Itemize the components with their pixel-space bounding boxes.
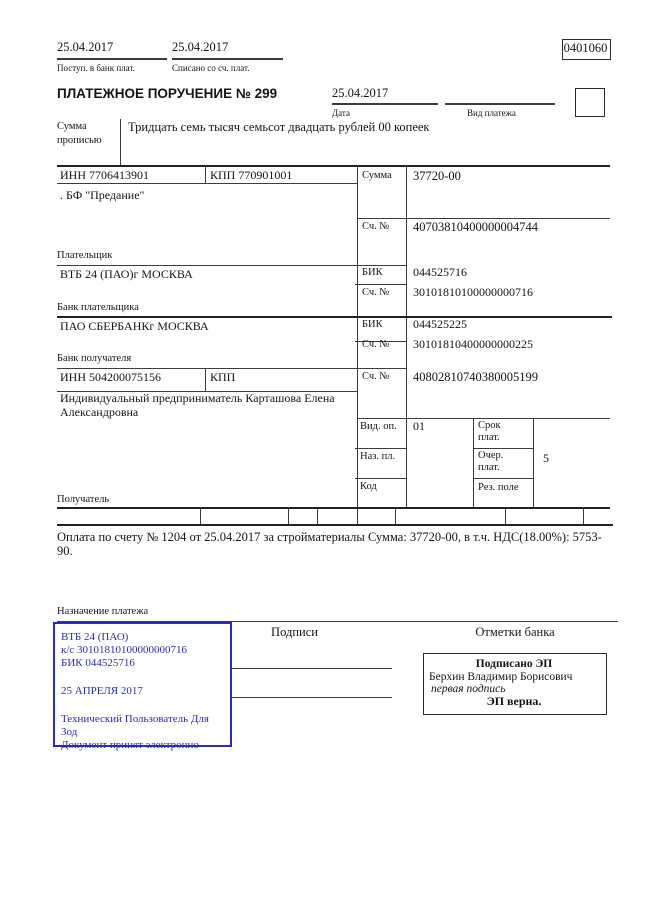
- stamp-valid-text: ЭП верна.: [486, 694, 542, 708]
- payee-bank-bik: 044525225: [413, 317, 467, 331]
- bank-marks-title: Отметки банка: [475, 625, 555, 639]
- table-top-border: [57, 165, 610, 167]
- payer-bank-bik: 044525716: [413, 265, 467, 279]
- underline: [172, 58, 283, 60]
- vline: [205, 167, 206, 184]
- vline: [288, 508, 289, 525]
- payee-bank-bik-label: БИК: [362, 319, 383, 330]
- vline: [200, 508, 201, 525]
- payer-name: . БФ "Предание": [60, 188, 145, 202]
- date-debited: 25.04.2017: [172, 40, 229, 54]
- underline: [57, 58, 167, 60]
- payee-bank-account: 30101810400000000225: [413, 337, 533, 351]
- payment-type-label: Вид платежа: [467, 108, 516, 118]
- vline: [317, 508, 318, 525]
- hline: [473, 478, 533, 479]
- stamp-signature-type: первая подпись: [431, 683, 506, 695]
- hline: [57, 265, 406, 266]
- document-title: ПЛАТЕЖНОЕ ПОРУЧЕНИЕ № 299: [57, 86, 278, 101]
- sum-value: 37720-00: [413, 169, 461, 183]
- payer-label: Плательщик: [57, 250, 113, 261]
- hline: [57, 183, 357, 184]
- stamp-accepted: Документ принят электронно: [61, 739, 199, 751]
- payee-kpp-label: КПП: [210, 370, 236, 384]
- payee-bank-name: ПАО СБЕРБАНКг МОСКВА: [60, 319, 209, 333]
- payee-name: Индивидуальный предприниматель Карташова Елена Александровна: [60, 391, 335, 419]
- amount-in-words: Тридцать семь тысяч семьсот двадцать рублей 00 копеек: [128, 120, 430, 134]
- stamp-date: 25 АПРЕЛЯ 2017: [61, 685, 143, 697]
- vline: [533, 418, 534, 508]
- payer-bank-bik-label: БИК: [362, 267, 383, 278]
- vline: [120, 119, 121, 167]
- stamp-signer-name: Берхин Владимир Борисович: [429, 671, 573, 683]
- hline: [357, 218, 610, 219]
- vline: [395, 508, 396, 525]
- sum-label: Сумма: [362, 170, 392, 181]
- vline: [357, 167, 358, 525]
- hline: [355, 448, 406, 449]
- date-received-label: Поступ. в банк плат.: [57, 63, 135, 73]
- amount-words-label1: Сумма: [57, 121, 87, 132]
- signatures-title: Подписи: [271, 625, 318, 639]
- bank-stamp-blue: [53, 622, 232, 751]
- signature-line: [232, 668, 392, 669]
- payer-kpp: КПП 770901001: [210, 168, 293, 182]
- form-code-box: [562, 39, 611, 60]
- section-border: [57, 524, 613, 526]
- section-border: [57, 507, 610, 509]
- payer-bank-label: Банк плательщика: [57, 302, 139, 313]
- stamp-bik: БИК 044525716: [61, 657, 135, 669]
- vline: [205, 368, 206, 391]
- hline: [357, 418, 610, 419]
- purpose-text: Оплата по счету № 1204 от 25.04.2017 за стройматериалы Сумма: 37720-00, в т.ч. НДС(18.00%): 5753-90.: [57, 530, 602, 559]
- priority-label: Очер. плат.: [478, 450, 504, 474]
- payer-bank-account: 30101810100000000716: [413, 285, 533, 299]
- hline: [57, 368, 406, 369]
- payee-bank-account-label: Сч. №: [362, 339, 390, 350]
- code-label: Код: [360, 481, 377, 492]
- payee-account: 40802810740380005199: [413, 370, 538, 384]
- hline: [355, 284, 406, 285]
- payee-inn: ИНН 504200075156: [60, 370, 161, 384]
- term-label: Срок плат.: [478, 420, 501, 444]
- stamp-bank-name: ВТБ 24 (ПАО): [61, 631, 129, 643]
- op-type-value: 01: [413, 419, 425, 433]
- payer-bank-account-label: Сч. №: [362, 287, 390, 298]
- vline: [505, 508, 506, 525]
- op-type-label: Вид. оп.: [360, 421, 397, 432]
- payee-bank-label: Банк получателя: [57, 353, 132, 364]
- payer-inn: ИНН 7706413901: [60, 168, 149, 182]
- reserve-label: Рез. поле: [478, 482, 519, 493]
- document-date: 25.04.2017: [332, 86, 389, 100]
- payer-account: 40703810400000004744: [413, 220, 538, 234]
- date-received: 25.04.2017: [57, 40, 114, 54]
- stamp-signed-title: Подписано ЭП: [475, 658, 553, 670]
- priority-value: 5: [543, 451, 549, 465]
- payer-account-label: Сч. №: [362, 221, 390, 232]
- section-border: [57, 316, 612, 318]
- stamp-corr-account: к/с 30101810100000000716: [61, 644, 188, 656]
- signature-stamp-box: [423, 653, 607, 715]
- payment-type-checkbox: [575, 88, 605, 117]
- signature-line: [232, 697, 392, 698]
- amount-words-label2: прописью: [57, 135, 102, 146]
- pay-name-label: Наз. пл.: [360, 451, 396, 462]
- payee-label: Получатель: [57, 494, 110, 505]
- hline: [473, 448, 533, 449]
- underline: [332, 103, 438, 105]
- purpose-label: Назначение платежа: [57, 606, 149, 617]
- date-label: Дата: [332, 108, 350, 118]
- vline: [583, 508, 584, 525]
- stamp-user: Технический Пользователь Для Зод: [61, 713, 209, 738]
- payee-account-label: Сч. №: [362, 371, 390, 382]
- form-code: 0401060: [563, 41, 608, 55]
- hline: [355, 478, 406, 479]
- vline: [473, 418, 474, 508]
- date-debited-label: Списано со сч. плат.: [172, 63, 250, 73]
- payer-bank-name: ВТБ 24 (ПАО)г МОСКВА: [60, 267, 193, 281]
- underline: [445, 103, 555, 105]
